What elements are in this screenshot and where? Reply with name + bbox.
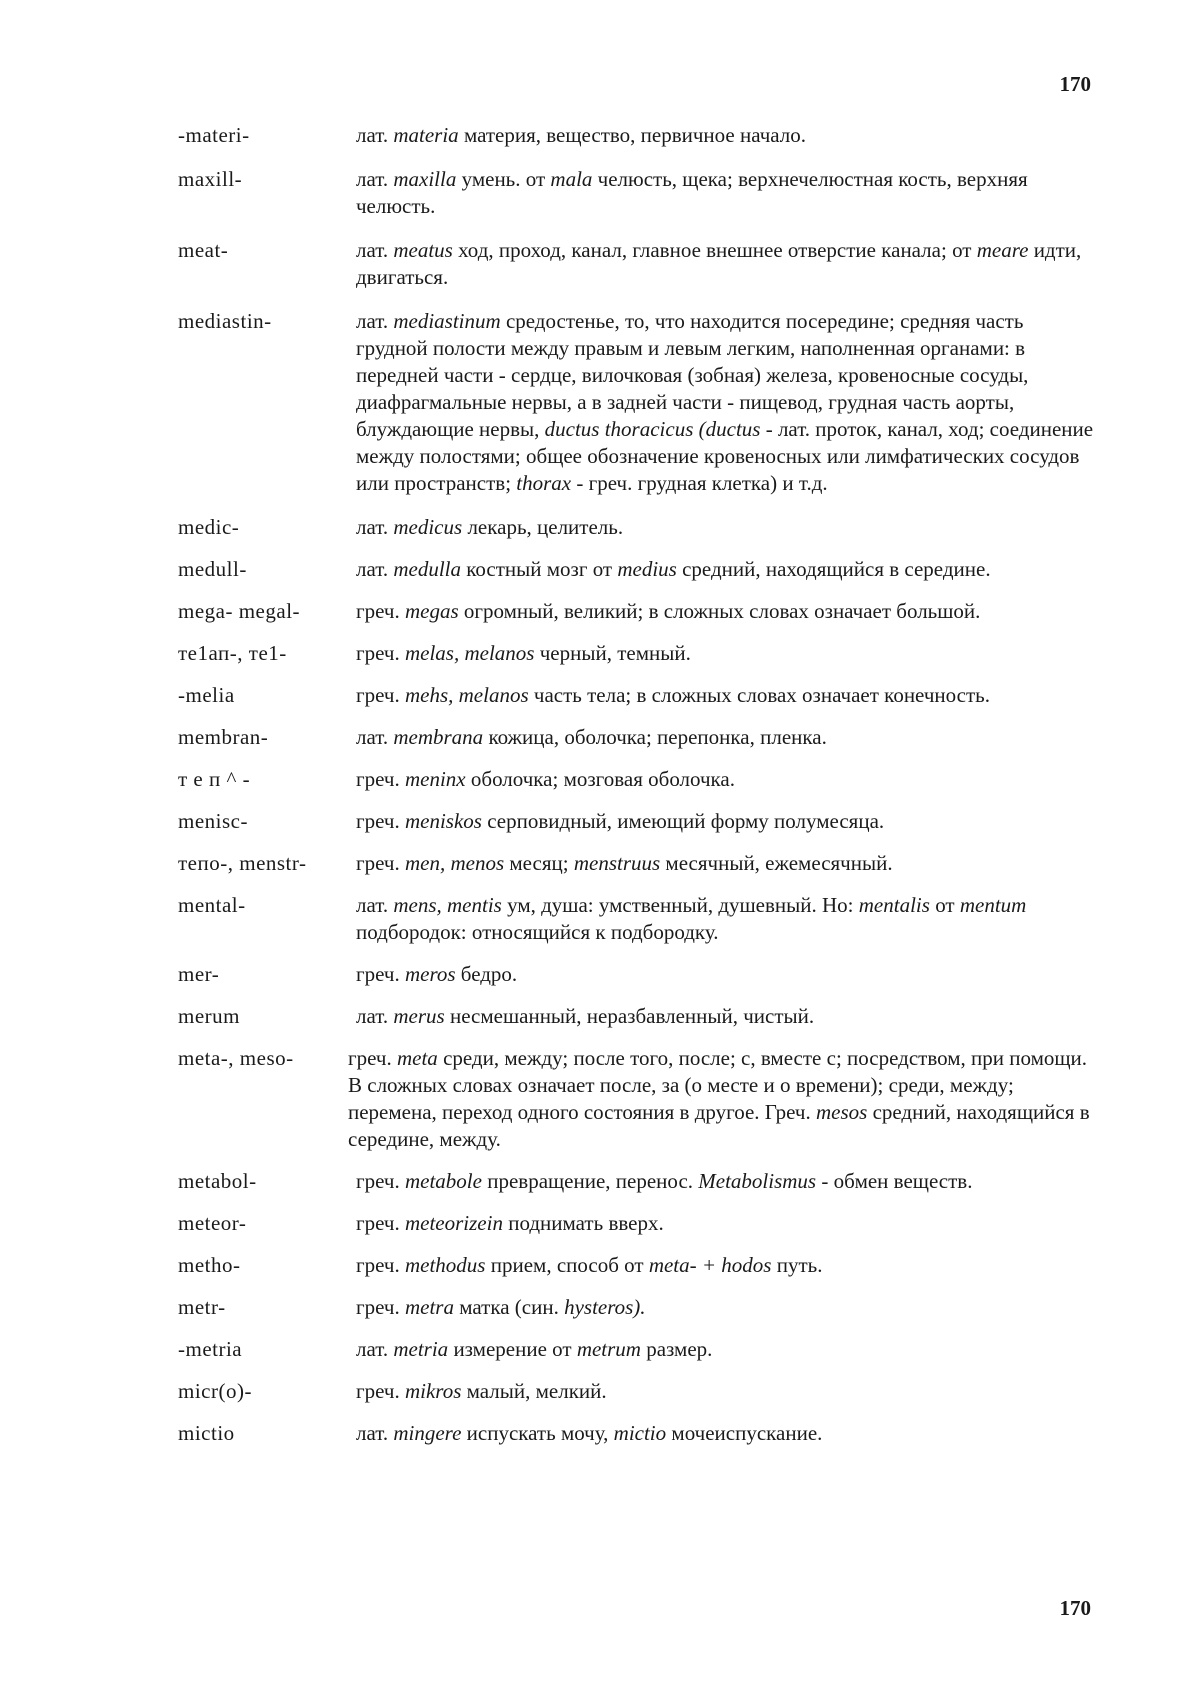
definition-text: огромный, великий; в сложных словах означает большой. — [458, 599, 981, 623]
definition-text: - обмен веществ. — [816, 1169, 973, 1193]
definition-italic-term: mesos — [815, 1100, 868, 1124]
definition-italic-term: meta- + hodos — [648, 1253, 772, 1277]
definition-text: лат. — [356, 725, 394, 749]
definition-italic-term: meare — [976, 238, 1029, 262]
entry-definition — [356, 961, 1098, 988]
entry-definition — [356, 892, 1098, 946]
entry-definition — [356, 808, 1098, 835]
definition-text: малый, мелкий. — [461, 1379, 607, 1403]
entry-term: mictio — [178, 1421, 235, 1445]
definition-text: греч. — [356, 962, 405, 986]
definition-italic-term: melas, melanos — [404, 641, 535, 665]
entry-definition — [356, 724, 1098, 751]
dictionary-entry — [178, 598, 1098, 625]
dictionary-entry — [178, 1252, 1098, 1279]
definition-text: лат. — [356, 238, 394, 262]
definition-text: средостенье, то, что находится посередине; средняя часть грудной полости между правым и левым легким, наполненная органами: в передней части - сердце, вилочковая (зобная) железа, кровеносные сосуды, диафрагмальные нервы, а в задней части - пищевод, грудная часть аорты, блуждающие нервы, — [356, 309, 1029, 441]
definition-text: лат. — [356, 1004, 394, 1028]
entry-definition — [348, 1045, 1098, 1153]
definition-italic-term: Metabolismus — [698, 1169, 817, 1193]
definition-italic-term: menstruus — [573, 851, 661, 875]
entry-term: meat- — [178, 238, 229, 262]
dictionary-entry — [178, 556, 1098, 583]
dictionary-entry — [178, 1294, 1098, 1321]
definition-italic-term: mingere — [393, 1421, 462, 1445]
definition-italic-term: merus — [393, 1004, 445, 1028]
definition-italic-term: medius — [617, 557, 677, 581]
definition-text: испускать мочу, — [461, 1421, 614, 1445]
entry-term: medull- — [178, 557, 247, 581]
definition-text: средний, находящийся в середине, между. — [348, 1100, 1090, 1151]
entry-definition — [356, 1378, 1098, 1405]
definition-text: греч. — [356, 767, 405, 791]
definition-text: превращение, перенос. — [481, 1169, 699, 1193]
page-number-bottom: 170 — [1059, 1596, 1091, 1620]
entry-term: medic- — [178, 515, 240, 539]
dictionary-entry — [178, 1003, 1098, 1030]
dictionary-entry — [178, 850, 1098, 877]
definition-italic-term: metria — [393, 1337, 449, 1361]
definition-italic-term: meatus — [393, 238, 453, 262]
entry-term: mental- — [178, 893, 246, 917]
definition-italic-term: mentalis — [858, 893, 930, 917]
definition-text: матка (син. — [453, 1295, 565, 1319]
dictionary-entry — [178, 122, 1098, 149]
dictionary-entry — [178, 682, 1098, 709]
dictionary-entry — [178, 1210, 1098, 1237]
definition-text: греч. — [356, 809, 405, 833]
entry-term: те1ап-, те1- — [178, 641, 287, 665]
dictionary-entry — [178, 1420, 1098, 1447]
definition-text: греч. — [356, 851, 405, 875]
entry-definition — [356, 640, 1098, 667]
entry-definition — [356, 1294, 1098, 1321]
entry-term: тепо-, menstr- — [178, 851, 307, 875]
definition-italic-term: meninx — [404, 767, 466, 791]
entry-term: merum — [178, 1004, 240, 1028]
definition-text: лат. — [356, 1421, 394, 1445]
definition-text: лат. — [356, 309, 394, 333]
dictionary-entries — [178, 122, 1098, 1447]
definition-text: среди, между; после того, после; с, вместе с; посредством, при помощи. В сложных словах означает после, за (о месте и о времени); среди, между; перемена, переход одного состояния в другое. Греч. — [348, 1046, 1088, 1124]
entry-term: -melia — [178, 683, 235, 707]
entry-definition — [356, 682, 1098, 709]
definition-text: лекарь, целитель. — [462, 515, 624, 539]
dictionary-entry — [178, 724, 1098, 751]
definition-text: идти, двигаться. — [356, 238, 1082, 289]
dictionary-entry — [178, 808, 1098, 835]
dictionary-entry — [178, 1378, 1098, 1405]
definition-text: материя, вещество, первичное начало. — [458, 123, 807, 147]
definition-text: часть тела; в сложных словах означает конечность. — [528, 683, 991, 707]
entry-term: membran- — [178, 725, 269, 749]
definition-italic-term: membrana — [393, 725, 484, 749]
definition-text: ум, душа: умственный, душевный. Но: — [501, 893, 859, 917]
entry-definition — [356, 237, 1098, 291]
definition-text: лат. — [356, 515, 394, 539]
entry-term: mer- — [178, 962, 220, 986]
definition-italic-term: mala — [550, 167, 593, 191]
entry-term: metabol- — [178, 1169, 257, 1193]
entry-definition — [356, 1420, 1098, 1447]
definition-italic-term: medicus — [393, 515, 463, 539]
entry-definition — [356, 1252, 1098, 1279]
definition-text: ход, проход, канал, главное внешнее отверстие канала; от — [452, 238, 977, 262]
definition-text: греч. — [356, 641, 405, 665]
definition-italic-term: mehs, melanos — [404, 683, 529, 707]
definition-text: челюсть, щека; верхнечелюстная кость, верхняя челюсть. — [356, 167, 1028, 218]
definition-text: греч. — [356, 1211, 405, 1235]
definition-italic-term: metra — [404, 1295, 454, 1319]
definition-italic-term: medulla — [393, 557, 462, 581]
definition-text: - греч. грудная клетка) и т.д. — [571, 471, 828, 495]
definition-italic-term: mens, mentis — [393, 893, 502, 917]
definition-text: лат. — [356, 893, 394, 917]
definition-italic-term: meniskos — [404, 809, 482, 833]
definition-text: греч. — [356, 1295, 405, 1319]
definition-italic-term: mediastinum — [393, 309, 501, 333]
entry-term: mediastin- — [178, 309, 272, 333]
definition-text: поднимать вверх. — [502, 1211, 664, 1235]
definition-text: подбородок: относящийся к подбородку. — [356, 920, 719, 944]
definition-italic-term: hysteros). — [564, 1295, 646, 1319]
entry-term: т е п ^ - — [178, 767, 251, 791]
definition-italic-term: meros — [404, 962, 456, 986]
definition-text: греч. — [356, 1253, 405, 1277]
definition-italic-term: mentum — [959, 893, 1027, 917]
definition-italic-term: meta — [396, 1046, 438, 1070]
definition-text: греч. — [356, 683, 405, 707]
definition-text: оболочка; мозговая оболочка. — [465, 767, 735, 791]
entry-definition — [356, 1003, 1098, 1030]
entry-definition — [356, 850, 1098, 877]
definition-text: от — [929, 893, 960, 917]
dictionary-entry — [178, 640, 1098, 667]
definition-italic-term: meteorizein — [404, 1211, 503, 1235]
dictionary-entry — [178, 1336, 1098, 1363]
entry-definition — [356, 1168, 1098, 1195]
entry-definition — [356, 166, 1098, 220]
definition-text: серповидный, имеющий форму полумесяца. — [481, 809, 885, 833]
definition-italic-term: mictio — [613, 1421, 667, 1445]
definition-italic-term: ductus thoracicus (ductus — [544, 417, 761, 441]
definition-text: умень. от — [456, 167, 551, 191]
entry-term: metr- — [178, 1295, 226, 1319]
definition-text: - лат. проток, канал, ход; соединение между полостями; общее обозначение кровеносных или лимфатических сосудов или пространств; — [356, 417, 1094, 495]
definition-text: средний, находящийся в середине. — [676, 557, 991, 581]
entry-definition — [356, 308, 1098, 497]
dictionary-entry — [178, 1045, 1098, 1153]
definition-text: лат. — [356, 1337, 394, 1361]
definition-text: измерение от — [448, 1337, 577, 1361]
entry-definition — [356, 598, 1098, 625]
definition-text: костный мозг от — [461, 557, 618, 581]
entry-definition — [356, 766, 1098, 793]
entry-definition — [356, 514, 1098, 541]
definition-text: путь. — [771, 1253, 823, 1277]
dictionary-entry — [178, 892, 1098, 946]
dictionary-entry — [178, 766, 1098, 793]
definition-italic-term: megas — [404, 599, 459, 623]
definition-italic-term: thorax — [516, 471, 572, 495]
page-number-top: 170 — [1059, 72, 1091, 96]
definition-text: месяц; — [504, 851, 574, 875]
entry-term: meteor- — [178, 1211, 247, 1235]
definition-italic-term: methodus — [404, 1253, 486, 1277]
entry-term: micr(o)- — [178, 1379, 252, 1403]
definition-text: размер. — [640, 1337, 713, 1361]
dictionary-entry — [178, 1168, 1098, 1195]
definition-italic-term: men, menos — [404, 851, 505, 875]
entry-definition — [356, 1336, 1098, 1363]
definition-text: греч. — [356, 1169, 405, 1193]
definition-text: греч. — [348, 1046, 397, 1070]
entry-term: metho- — [178, 1253, 241, 1277]
definition-italic-term: materia — [393, 123, 459, 147]
entry-definition — [356, 122, 1098, 149]
definition-text: греч. — [356, 1379, 405, 1403]
dictionary-entry — [178, 961, 1098, 988]
definition-text: черный, темный. — [534, 641, 691, 665]
definition-text: греч. — [356, 599, 405, 623]
definition-text: мочеиспускание. — [666, 1421, 823, 1445]
entry-term: mega- megal- — [178, 599, 301, 623]
definition-text: лат. — [356, 557, 394, 581]
definition-text: прием, способ от — [485, 1253, 649, 1277]
entry-term: -materi- — [178, 123, 250, 147]
entry-term: meta-, meso- — [178, 1046, 294, 1070]
definition-italic-term: metrum — [576, 1337, 641, 1361]
definition-text: месячный, ежемесячный. — [660, 851, 893, 875]
dictionary-entry — [178, 514, 1098, 541]
dictionary-entry — [178, 237, 1098, 291]
definition-italic-term: maxilla — [393, 167, 457, 191]
entry-definition — [356, 556, 1098, 583]
definition-italic-term: mikros — [404, 1379, 462, 1403]
entry-term: -metria — [178, 1337, 243, 1361]
definition-text: бедро. — [455, 962, 518, 986]
definition-text: несмешанный, неразбавленный, чистый. — [444, 1004, 815, 1028]
dictionary-entry — [178, 166, 1098, 220]
definition-text: лат. — [356, 167, 394, 191]
definition-text: лат. — [356, 123, 394, 147]
definition-text: кожица, оболочка; перепонка, пленка. — [483, 725, 827, 749]
entry-definition — [356, 1210, 1098, 1237]
entry-term: menisc- — [178, 809, 248, 833]
dictionary-entry — [178, 308, 1098, 497]
definition-italic-term: metabole — [404, 1169, 482, 1193]
entry-term: maxill- — [178, 167, 243, 191]
